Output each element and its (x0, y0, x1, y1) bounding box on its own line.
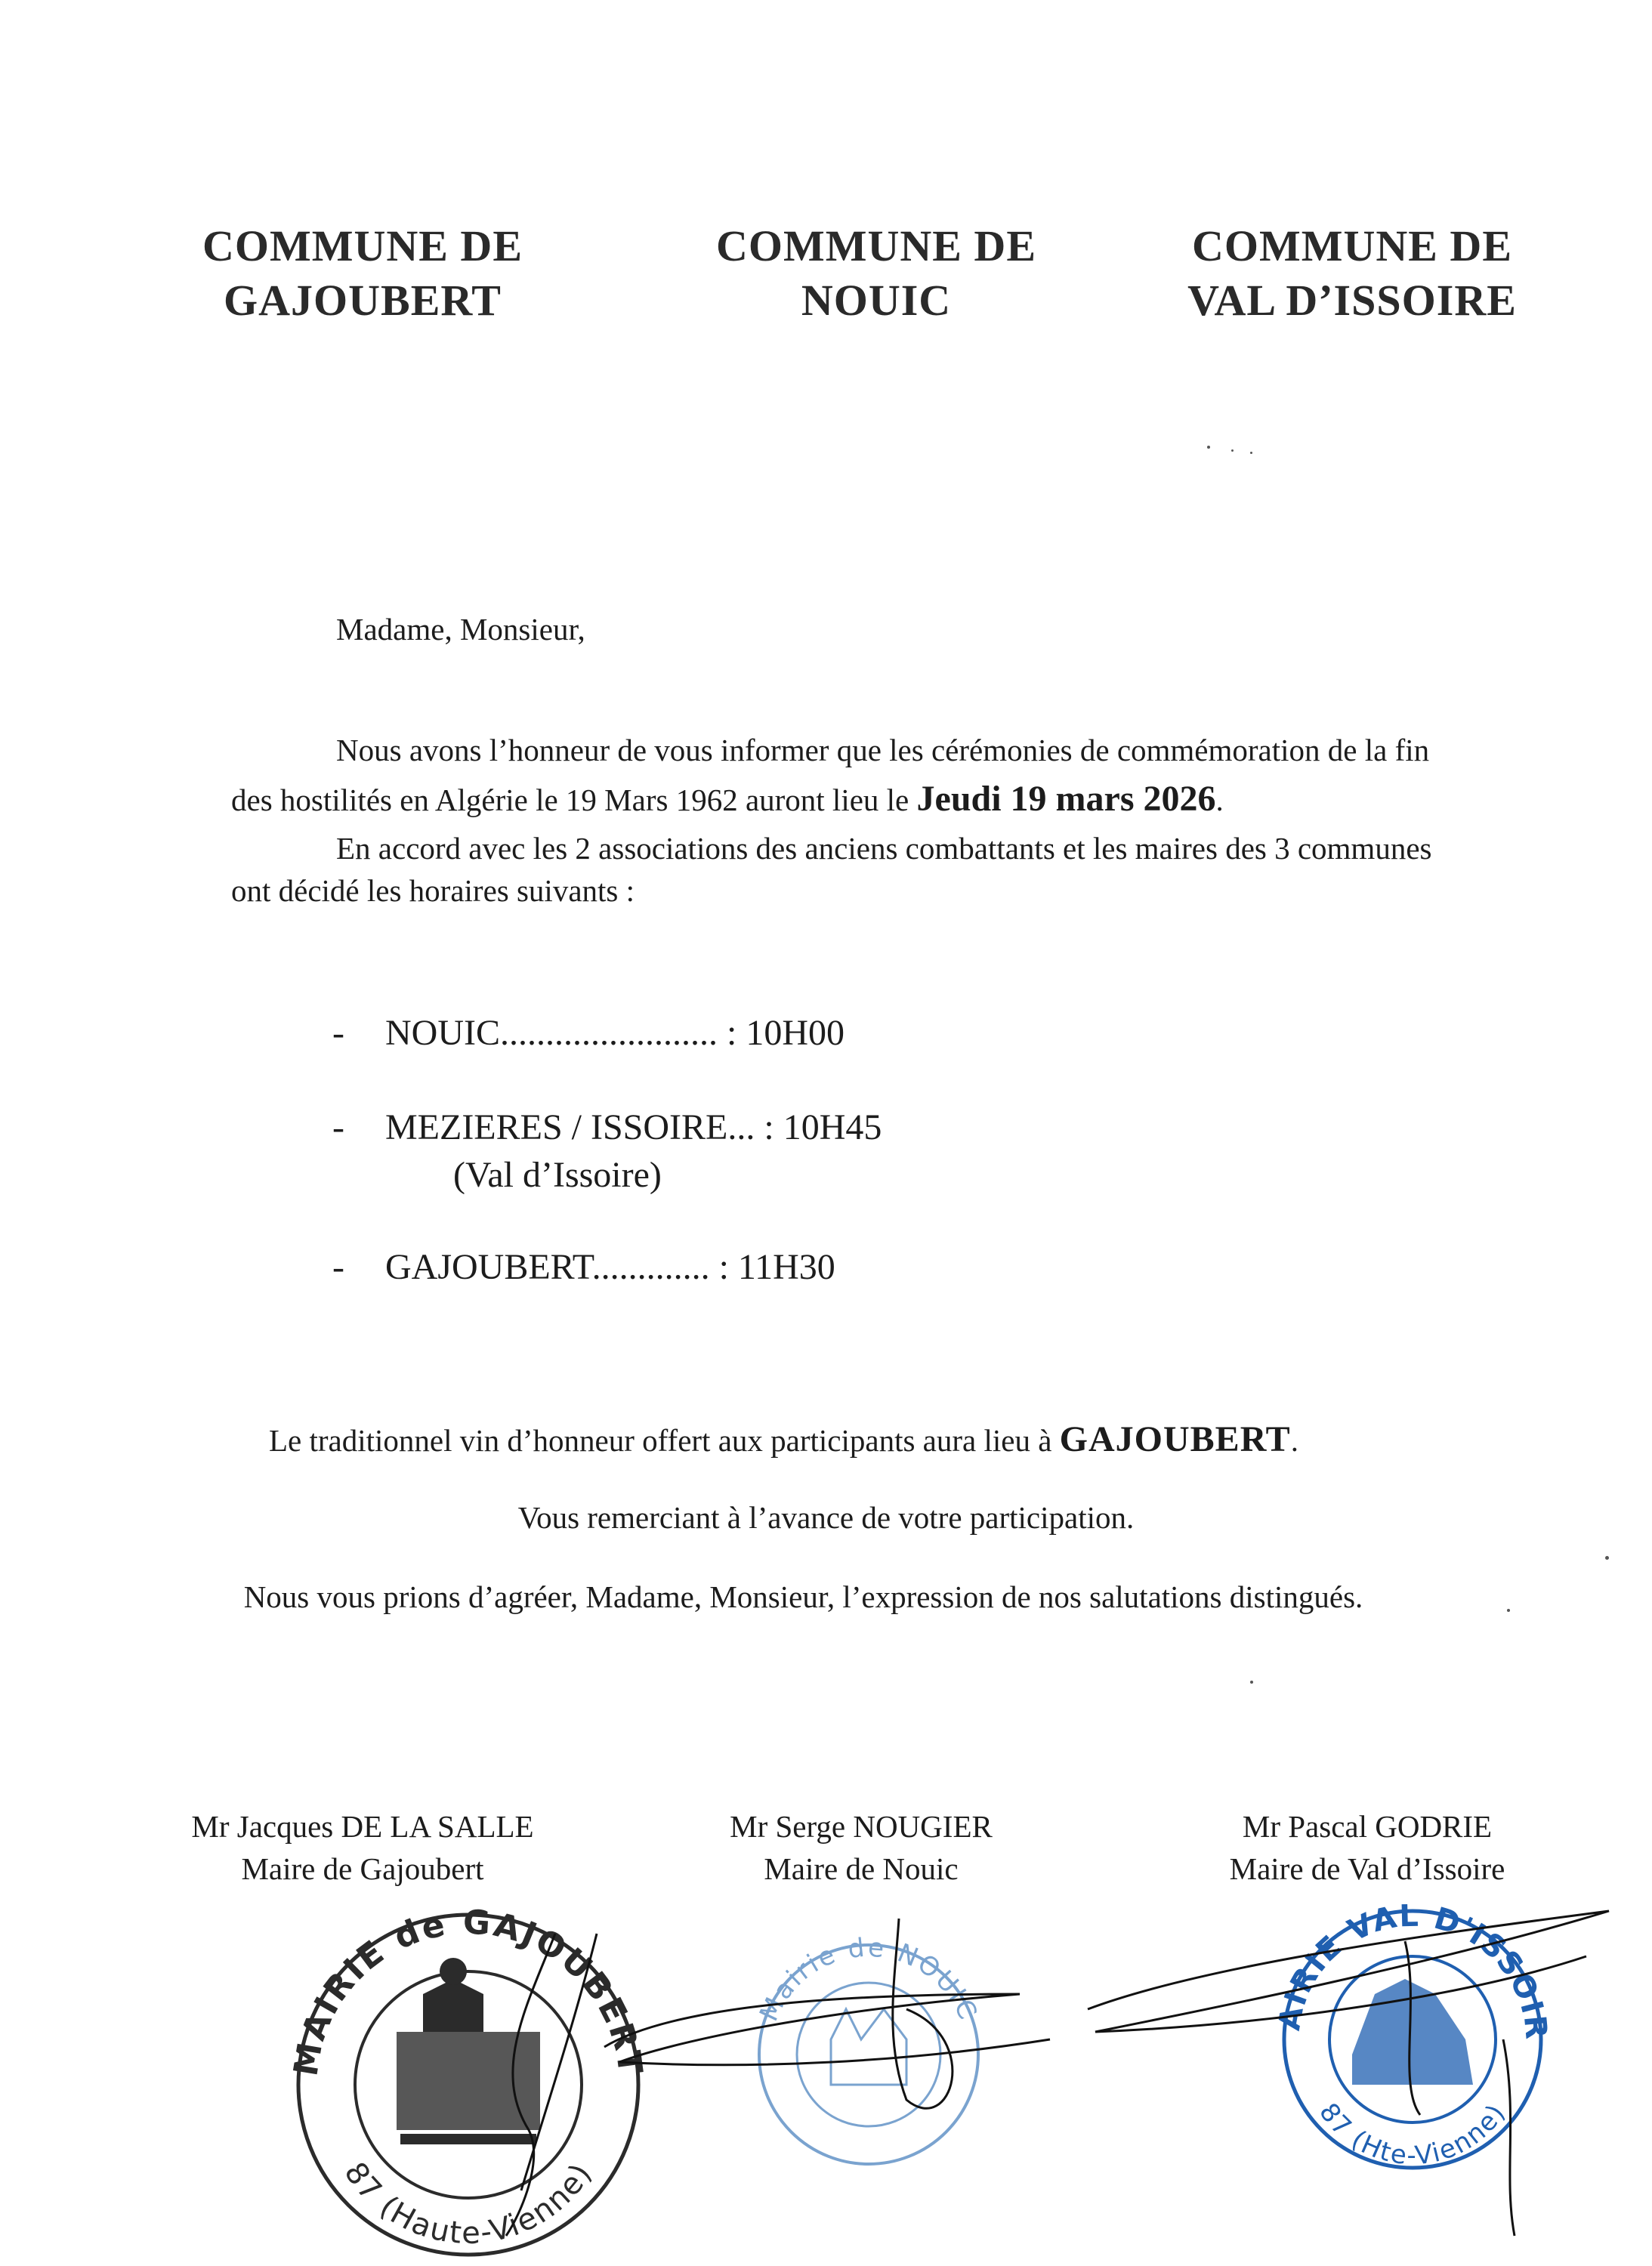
stamp-gajoubert (286, 1903, 650, 2255)
scan-speck (1231, 449, 1234, 452)
scan-speck (1507, 1609, 1510, 1612)
paragraph-1-line-2 (231, 774, 1224, 825)
commune-line2: NOUIC (801, 276, 952, 325)
ceremony-date: Jeudi 19 mars 2026 (916, 779, 1216, 819)
paragraph-1-line-1: Nous avons l’honneur de vous informer que les cérémonies de commémoration de la fin (336, 733, 1430, 767)
closing-line: Nous vous prions d’agréer, Madame, Monsieur, l’expression de nos salutations distingués. (243, 1579, 1363, 1614)
svg-text:87 (Hte-Vienne) (1313, 2098, 1512, 2171)
stamp-subtext: 87 (Hte-Vienne) (1313, 2098, 1512, 2172)
header-commune-val-issoire (1141, 219, 1564, 328)
commune-line1: COMMUNE DE (202, 221, 523, 270)
signatory-title: Maire de Gajoubert (241, 1851, 484, 1886)
signatory-name: Mr Serge NOUGIER (730, 1809, 993, 1844)
list-dash: - (332, 1013, 344, 1053)
signatory-title: Maire de Nouic (764, 1851, 959, 1886)
list-dash: - (332, 1107, 344, 1147)
schedule-text: GAJOUBERT............. : 11H30 (385, 1247, 835, 1287)
marianne-emblem-icon (397, 1958, 540, 2144)
schedule-text: NOUIC........................ : 10H00 (385, 1013, 845, 1053)
scan-speck (1605, 1556, 1609, 1560)
vin-honneur-line (269, 1419, 1298, 1460)
commune-line1: COMMUNE DE (715, 221, 1036, 270)
scan-speck (1250, 1681, 1253, 1684)
stamp-subtext: 87 (Haute-Vienne) (337, 2156, 600, 2252)
scan-speck (1250, 452, 1252, 454)
stamps-and-signatures (0, 1873, 1652, 2266)
signatory-title: Maire de Val d’Issoire (1229, 1851, 1505, 1886)
signature-val-issoire (1088, 1911, 1609, 2236)
thanks-line: Vous remerciant à l’avance de votre participation. (517, 1500, 1135, 1535)
signatory-name: Mr Pascal GODRIE (1242, 1809, 1493, 1844)
paragraph-2-line-1: En accord avec les 2 associations des anciens combattants et les maires des 3 communes (336, 831, 1432, 866)
p1-cont: des hostilités en Algérie le 19 Mars 1962 auront lieu le (231, 783, 917, 817)
schedule-text: MEZIERES / ISSOIRE... : 10H45 (385, 1107, 882, 1147)
commune-line1: COMMUNE DE (1191, 221, 1512, 270)
vin-place: GAJOUBERT (1059, 1419, 1291, 1459)
stamp-text: AIRIE VAL D'ISSOIR (1272, 1898, 1554, 2042)
commune-line2: GAJOUBERT (224, 276, 502, 325)
header-commune-gajoubert (151, 219, 574, 328)
p1-end: . (1215, 783, 1224, 817)
scan-speck (1207, 446, 1210, 449)
svg-text:87 (Haute-Vienne) (338, 2156, 600, 2252)
stamp-text: MAIRIE de GAJOUBERT (286, 1903, 650, 2079)
vin-text: Le traditionnel vin d’honneur offert aux participants aura lieu à (269, 1423, 1060, 1458)
stamp-text: Mairie de NOUIC (753, 1932, 984, 2027)
vin-end: . (1290, 1423, 1298, 1458)
schedule-sub-val-issoire: (Val d’Issoire) (453, 1155, 662, 1195)
salutation: Madame, Monsieur, (336, 612, 585, 647)
list-dash: - (332, 1247, 344, 1287)
signatory-name: Mr Jacques DE LA SALLE (191, 1809, 534, 1844)
paragraph-2-line-2: ont décidé les horaires suivants : (231, 873, 635, 908)
header-commune-nouic (665, 219, 1088, 328)
commune-line2: VAL D’ISSOIRE (1187, 276, 1517, 325)
